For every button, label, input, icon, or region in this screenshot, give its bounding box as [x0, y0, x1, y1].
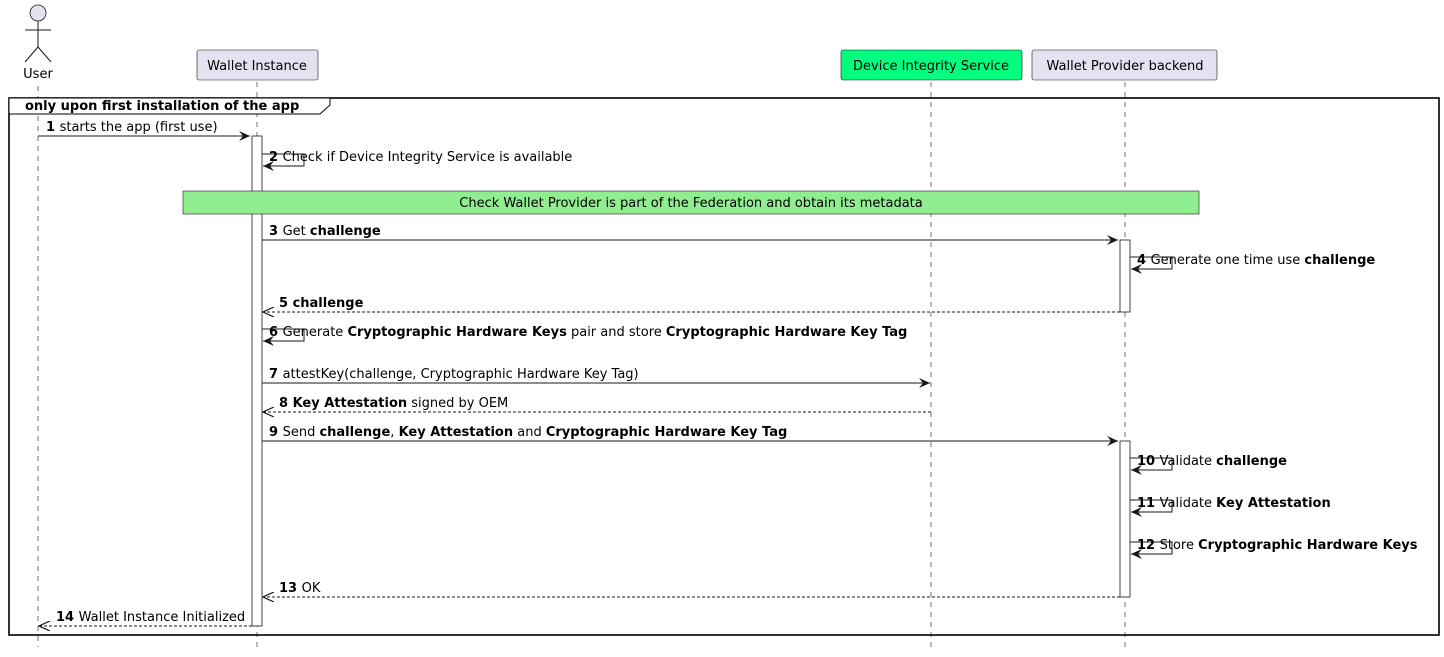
- user-actor-head-icon: [30, 5, 46, 21]
- message-number: 2: [269, 150, 283, 165]
- message-10: [1130, 454, 1287, 470]
- message-4-label: [1137, 253, 1375, 268]
- message-number: 10: [1137, 454, 1160, 469]
- message-text-part: signed by OEM: [407, 396, 509, 411]
- message-4: [1130, 253, 1375, 269]
- message-number: 14: [56, 610, 79, 625]
- message-6: [262, 325, 907, 341]
- message-8: [263, 396, 931, 412]
- message-text-part: Wallet Instance Initialized: [78, 610, 246, 625]
- message-5-label: [279, 296, 364, 311]
- group-frame-label: only upon first installation of the app: [25, 99, 300, 114]
- message-13-label: [279, 581, 321, 596]
- message-10-label: [1137, 454, 1287, 469]
- message-text-part: challenge: [319, 425, 391, 440]
- message-6-label: [269, 325, 907, 340]
- message-1-label: [46, 120, 218, 135]
- message-text-part: ,: [390, 425, 399, 440]
- message-number: 3: [269, 224, 283, 239]
- message-text-part: OK: [301, 581, 321, 596]
- message-8-label: [279, 396, 508, 411]
- message-number: 13: [279, 581, 302, 596]
- participant-wallet-provider-backend: [1032, 50, 1217, 80]
- message-11: [1130, 496, 1331, 512]
- message-number: 11: [1137, 496, 1160, 511]
- message-9: [262, 425, 1118, 441]
- message-text-part: Generate one time use: [1150, 253, 1305, 268]
- message-number: 8: [279, 396, 293, 411]
- message-text-part: Key Attestation: [398, 425, 514, 440]
- group-frame: [9, 98, 1439, 635]
- user-actor-label: User: [23, 67, 53, 82]
- message-text-part: and: [513, 425, 546, 440]
- message-3: [262, 224, 1118, 240]
- message-12: [1130, 538, 1418, 554]
- participant-device-integrity-service-label: Device Integrity Service: [853, 59, 1009, 74]
- message-text-part: Key Attestation: [1216, 496, 1331, 511]
- message-number: 4: [1137, 253, 1151, 268]
- message-2-label: [269, 150, 572, 165]
- message-14: [39, 610, 252, 626]
- participant-device-integrity-service: [841, 50, 1022, 80]
- message-12-label: [1137, 538, 1418, 553]
- message-7: [262, 367, 930, 383]
- message-text-part: Check if Device Integrity Service is available: [282, 150, 573, 165]
- message-number: 6: [269, 325, 283, 340]
- message-2: [262, 150, 572, 166]
- message-text-part: Generate: [282, 325, 348, 340]
- message-text-part: challenge: [1216, 454, 1287, 469]
- message-number: 5: [279, 296, 293, 311]
- message-text-part: pair and store: [566, 325, 666, 340]
- message-text-part: attestKey(challenge, Cryptographic Hardware Key Tag): [282, 367, 639, 382]
- message-9-label: [269, 425, 787, 440]
- message-11-label: [1137, 496, 1331, 511]
- message-text-part: Cryptographic Hardware Keys: [1198, 538, 1418, 553]
- message-text-part: challenge: [1304, 253, 1376, 268]
- wallet-provider-activation-bar-1: [1120, 240, 1130, 312]
- message-text-part: Store: [1159, 538, 1199, 553]
- message-text-part: Validate: [1159, 496, 1217, 511]
- user-actor: [23, 5, 53, 82]
- participant-wallet-instance: [197, 50, 318, 80]
- message-14-label: [56, 610, 245, 625]
- participant-wallet-provider-backend-label: Wallet Provider backend: [1046, 59, 1204, 74]
- federation-note-text: Check Wallet Provider is part of the Federation and obtain its metadata: [459, 196, 923, 211]
- message-text-part: challenge: [309, 224, 381, 239]
- message-text-part: Cryptographic Hardware Key Tag: [545, 425, 788, 440]
- message-number: 7: [269, 367, 283, 382]
- message-text-part: starts the app (first use): [59, 120, 218, 135]
- message-number: 1: [46, 120, 60, 135]
- participant-wallet-instance-label: Wallet Instance: [207, 59, 307, 74]
- message-text-part: Cryptographic Hardware Keys: [347, 325, 567, 340]
- message-text-part: Key Attestation: [292, 396, 408, 411]
- message-3-label: [269, 224, 381, 239]
- message-text-part: Get: [282, 224, 310, 239]
- message-text-part: Validate: [1159, 454, 1217, 469]
- message-text-part: Send: [282, 425, 320, 440]
- message-1: [38, 120, 250, 136]
- wallet-provider-activation-bar-2: [1120, 441, 1130, 597]
- message-7-label: [269, 367, 639, 382]
- message-5: [263, 296, 1120, 312]
- federation-note: [183, 191, 1199, 214]
- message-13: [263, 581, 1120, 597]
- message-text-part: challenge: [292, 296, 364, 311]
- message-number: 9: [269, 425, 283, 440]
- message-text-part: Cryptographic Hardware Key Tag: [665, 325, 908, 340]
- message-number: 12: [1137, 538, 1160, 553]
